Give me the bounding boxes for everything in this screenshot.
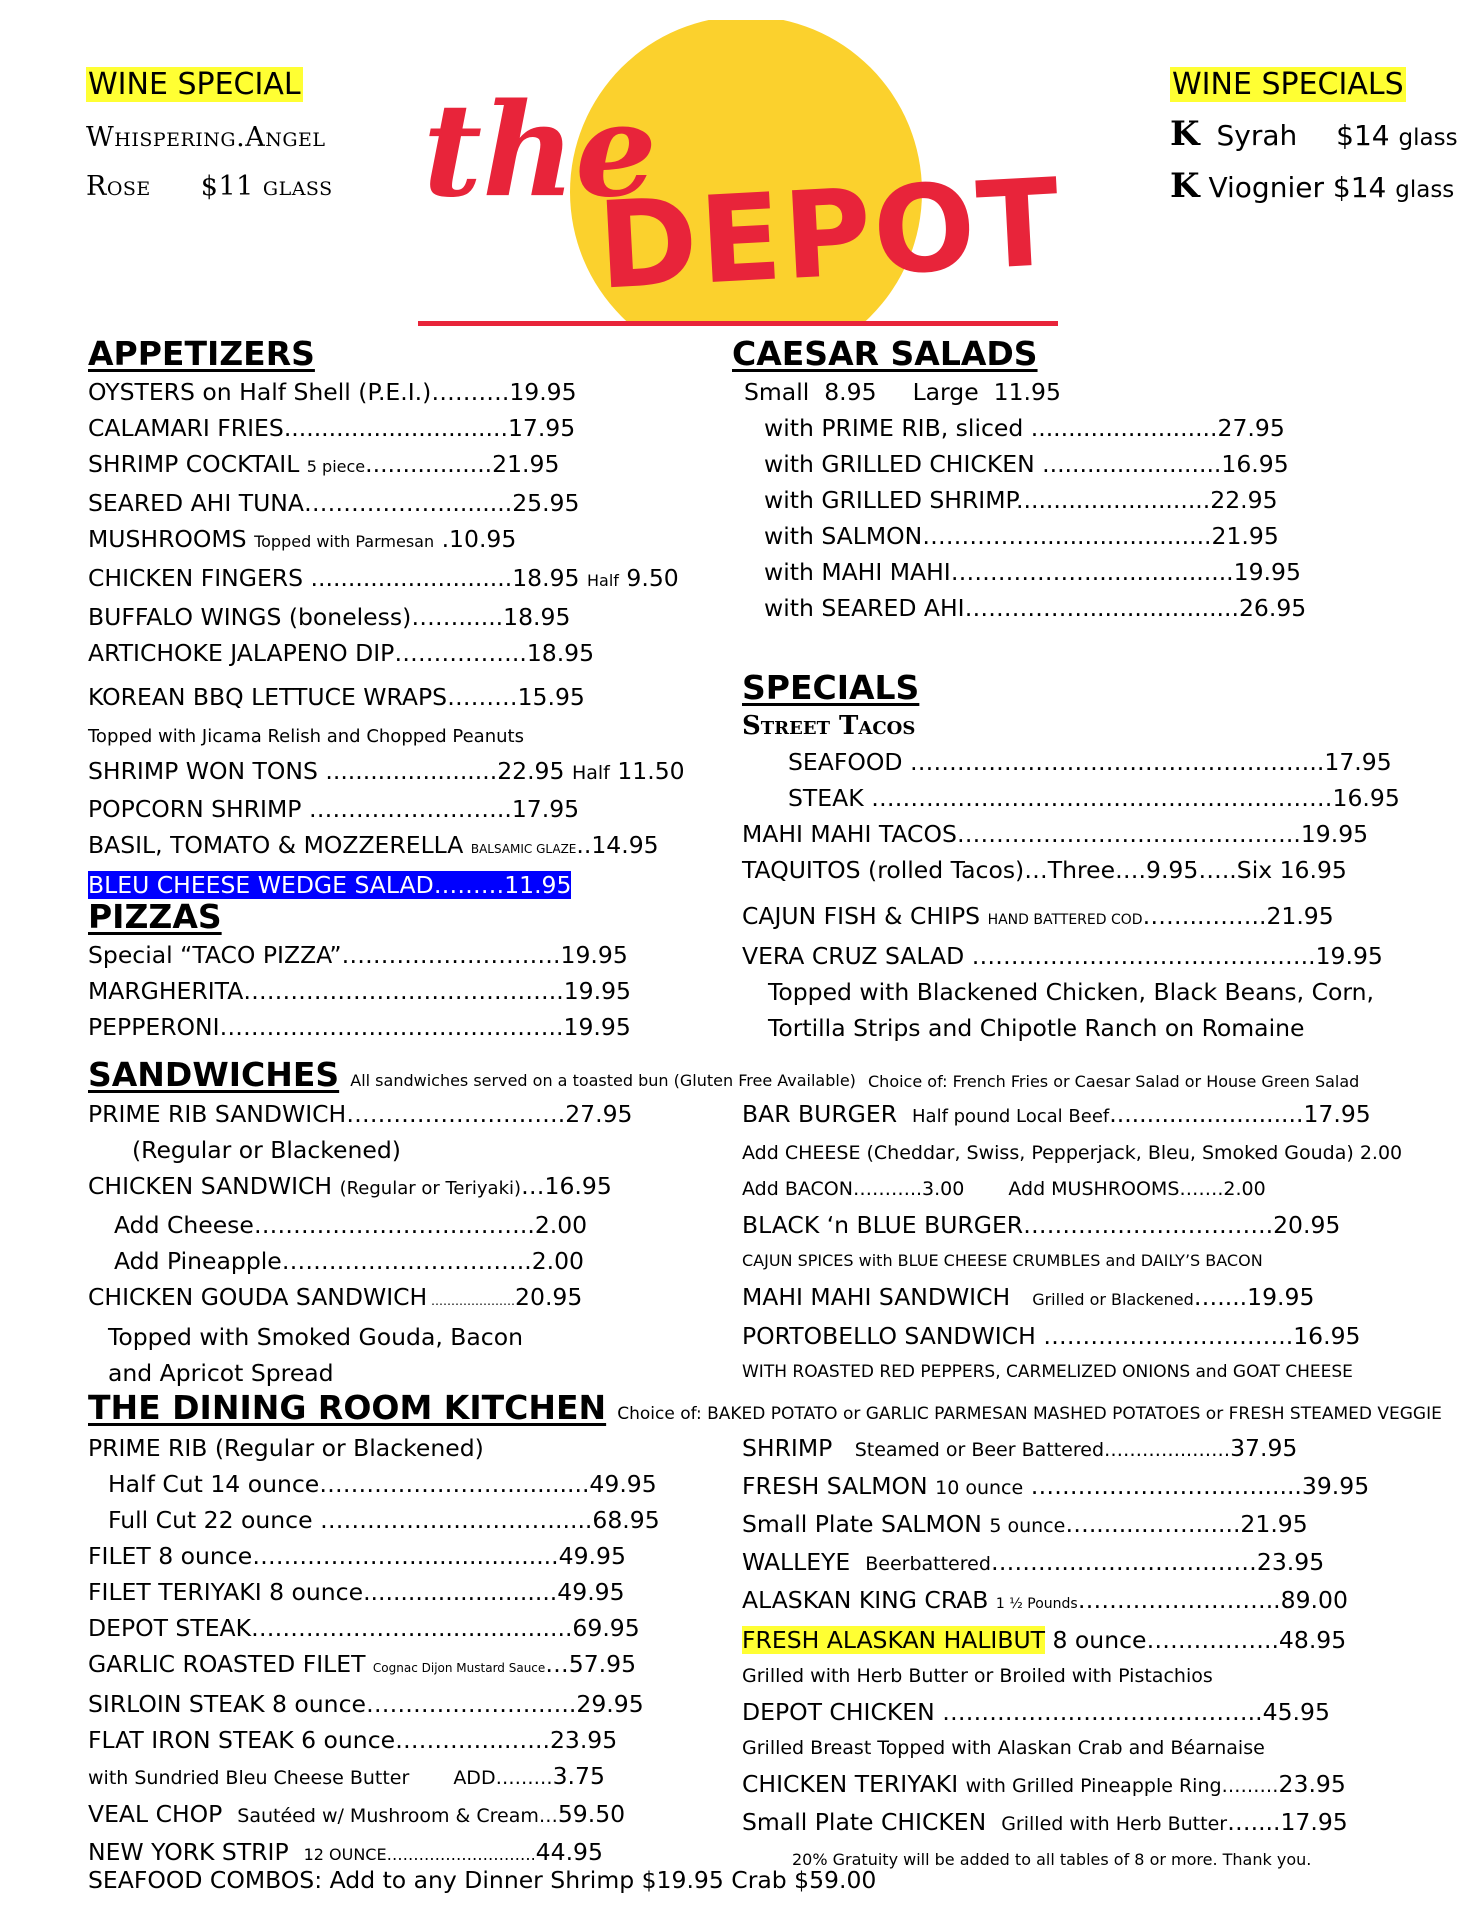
specials-section bbox=[742, 668, 1400, 1046]
sandwiches-right bbox=[742, 1096, 1402, 1390]
gratuity-note: 20% Gratuity will be added to all tables of 8 or more. Thank you. bbox=[792, 1850, 1312, 1869]
halibut-highlight: FRESH ALASKAN HALIBUT bbox=[742, 1626, 1046, 1654]
menu-item: Half Cut 14 ounce……………………...........49.95 bbox=[108, 1470, 657, 1498]
sandwiches-header bbox=[88, 1055, 856, 1095]
menu-item: STEAK ……………..……………………………………16.95 bbox=[788, 784, 1400, 812]
menu-item: with Sundried Bleu Cheese Butter ADD………3.75 bbox=[88, 1762, 605, 1790]
menu-item: FILET 8 ounce…………………...................49.95 bbox=[88, 1542, 626, 1570]
sandwiches-title: SANDWICHES bbox=[88, 1055, 340, 1094]
menu-item: WALLEYE Beerbattered……….……………………23.95 bbox=[742, 1548, 1325, 1576]
porto-note: WITH ROASTED RED PEPPERS, CARMELIZED ONIONS and GOAT CHEESE bbox=[742, 1362, 1353, 1382]
wine-item-syrah: K Syrah $14 glass bbox=[1170, 114, 1458, 154]
menu-item: Small Plate SALMON 5 ounce…........……......21.95 bbox=[742, 1510, 1308, 1538]
menu-item: SHRIMP Steamed or Beer Battered…………..……37.95 bbox=[742, 1434, 1298, 1462]
prime-sub: (Regular or Blackened) bbox=[132, 1136, 401, 1164]
menu-item: MAHI MAHI TACOS……………………………………..19.95 bbox=[742, 820, 1369, 848]
korean-note: Topped with Jicama Relish and Chopped Peanuts bbox=[88, 726, 524, 747]
menu-item: POPCORN SHRIMP ……………………..17.95 bbox=[88, 795, 580, 823]
menu-item: CAJUN FISH & CHIPS HAND BATTERED COD……..……..21.95 bbox=[742, 902, 1334, 930]
wine-line-2: Rose $11 glass bbox=[86, 171, 333, 202]
seafood-combos: SEAFOOD COMBOS: Add to any Dinner Shrimp $19.95 Crab $59.00 bbox=[88, 1866, 877, 1894]
black-note: CAJUN SPICES with BLUE CHEESE CRUMBLES and DAILY’S BACON bbox=[742, 1251, 1263, 1270]
menu-item: SHRIMP COCKTAIL 5 piece.................21.95 bbox=[88, 450, 560, 478]
menu-item: FILET TERIYAKI 8 ounce..........................49.95 bbox=[88, 1578, 625, 1606]
menu-item: BUFFALO WINGS (boneless)……......18.95 bbox=[88, 603, 571, 631]
wine-specials-heading: WINE SPECIALS bbox=[1172, 67, 1404, 102]
menu-item: CHICKEN SANDWICH (Regular or Teriyaki)…16.95 bbox=[88, 1172, 612, 1200]
menu-item: SHRIMP WON TONS .......................22.95 Half 11.50 bbox=[88, 757, 685, 785]
menu-item: BAR BURGER Half pound Local Beef..........................17.95 bbox=[742, 1100, 1371, 1128]
menu-item: VEAL CHOP Sautéed w/ Mushroom & Cream…59.50 bbox=[88, 1800, 626, 1828]
menu-item: PRIME RIB SANDWICH……………………….27.95 bbox=[88, 1100, 633, 1128]
wine-special-heading: WINE SPECIAL bbox=[88, 67, 301, 102]
sandwiches-left bbox=[88, 1096, 633, 1391]
add-bacon-mushrooms: Add BACON………..3.00 Add MUSHROOMS…….2.00 bbox=[742, 1178, 1266, 1200]
menu-item: OYSTERS on Half Shell (P.E.I.)……….19.95 bbox=[88, 378, 577, 406]
menu-item: MARGHERITA…………………………………..19.95 bbox=[88, 977, 632, 1005]
dining-header bbox=[88, 1388, 1442, 1428]
menu-item: SIRLOIN STEAK 8 ounce………………….…..29.95 bbox=[88, 1690, 644, 1718]
wine-special-left bbox=[86, 66, 333, 202]
menu-item: MUSHROOMS Topped with Parmesan .10.95 bbox=[88, 525, 517, 553]
menu-item: VERA CRUZ SALAD ……………………………………..19.95 bbox=[742, 942, 1383, 970]
wine-specials-right bbox=[1170, 66, 1458, 206]
menu-item: PORTOBELLO SANDWICH …………………………..16.95 bbox=[742, 1322, 1361, 1350]
menu-item: Add Cheese……………………….……..2.00 bbox=[114, 1211, 588, 1239]
menu-item: CHICKEN GOUDA SANDWICH …………………20.95 bbox=[88, 1283, 583, 1311]
depot-chicken-note: Grilled Breast Topped with Alaskan Crab and Béarnaise bbox=[742, 1737, 1265, 1759]
appetizers-title: APPETIZERS bbox=[88, 334, 315, 373]
menu-item: ALASKAN KING CRAB 1 ½ Pounds……………………..89.00 bbox=[742, 1586, 1348, 1614]
menu-item: DEPOT CHICKEN …………………………………..45.95 bbox=[742, 1698, 1330, 1726]
menu-item: Small Plate CHICKEN Grilled with Herb Butter…....17.95 bbox=[742, 1808, 1348, 1836]
menu-item: CHICKEN TERIYAKI with Grilled Pineapple Ring………23.95 bbox=[742, 1770, 1346, 1798]
depot-logo bbox=[418, 20, 1058, 330]
menu-item: FRESH ALASKAN HALIBUT 8 ounce……………..48.95 bbox=[742, 1626, 1347, 1654]
caesar-sizes: Small 8.95 Large 11.95 bbox=[744, 378, 1061, 406]
menu-item: MAHI MAHI SANDWICH Grilled or Blackened…....19.95 bbox=[742, 1283, 1315, 1311]
halibut-note: Grilled with Herb Butter or Broiled with Pistachios bbox=[742, 1665, 1213, 1687]
menu-item: with GRILLED CHICKEN ........................16.95 bbox=[764, 450, 1289, 478]
menu-item: Full Cut 22 ounce ………………………….....68.95 bbox=[108, 1506, 660, 1534]
bleu-cheese-wedge: BLEU CHEESE WEDGE SALAD………11.95 bbox=[88, 871, 572, 899]
menu-item: SEARED AHI TUNA……………….........25.95 bbox=[88, 489, 580, 517]
menu-item: PRIME RIB (Regular or Blackened) bbox=[88, 1434, 484, 1462]
sandwiches-note: All sandwiches served on a toasted bun (Gluten Free Available) bbox=[350, 1071, 856, 1090]
menu-item: with MAHI MAHI………………...................19.95 bbox=[764, 558, 1301, 586]
dining-title: THE DINING ROOM KITCHEN bbox=[88, 1388, 607, 1427]
logo-underline bbox=[418, 321, 1058, 326]
menu-item: FRESH SALMON 10 ounce ……………………..…......39.95 bbox=[742, 1472, 1370, 1500]
menu-item: Special “TACO PIZZA”……………………….19.95 bbox=[88, 941, 628, 969]
menu-item: ARTICHOKE JALAPENO DIP……………..18.95 bbox=[88, 639, 595, 667]
menu-item: with GRILLED SHRIMP..........................22.95 bbox=[764, 486, 1278, 514]
vera-note-2: Tortilla Strips and Chipotle Ranch on Romaine bbox=[768, 1014, 1305, 1042]
menu-item: NEW YORK STRIP 12 OUNCE……………………….44.95 bbox=[88, 1838, 603, 1866]
menu-item: CALAMARI FRIES..............................17.95 bbox=[88, 414, 576, 442]
menu-item: CHICKEN FINGERS ...........................18.95 Half 9.50 bbox=[88, 564, 679, 592]
logo-word-depot: DEPOT bbox=[594, 153, 1058, 317]
caesar-section bbox=[732, 334, 1306, 626]
vera-note-1: Topped with Blackened Chicken, Black Beans, Corn, bbox=[768, 978, 1375, 1006]
menu-item: with SEARED AHI…………….....................26.95 bbox=[764, 594, 1307, 622]
taquitos: TAQUITOS (rolled Tacos)…Three….9.95…..Six 16.95 bbox=[742, 856, 1347, 884]
gouda-note-1: Topped with Smoked Gouda, Bacon bbox=[108, 1323, 524, 1351]
gouda-note-2: and Apricot Spread bbox=[108, 1359, 334, 1387]
street-tacos-heading: Street Tacos bbox=[742, 711, 916, 741]
menu-item: with SALMON…………….......................21.95 bbox=[764, 522, 1279, 550]
menu-item: PEPPERONI……………………………………..19.95 bbox=[88, 1013, 631, 1041]
add-cheese-line: Add CHEESE (Cheddar, Swiss, Pepperjack, Bleu, Smoked Gouda) 2.00 bbox=[742, 1142, 1403, 1164]
menu-item: DEPOT STEAK………………….....................69.95 bbox=[88, 1614, 640, 1642]
dining-right bbox=[742, 1430, 1369, 1878]
menu-item: FLAT IRON STEAK 6 ounce…………...…..23.95 bbox=[88, 1726, 618, 1754]
menu-item: BASIL, TOMATO & MOZZERELLA BALSAMIC GLAZE..14.95 bbox=[88, 831, 659, 859]
menu-item: SEAFOOD ……………………………………………..17.95 bbox=[788, 748, 1392, 776]
pizzas-section bbox=[88, 897, 631, 1045]
appetizers-section bbox=[88, 334, 685, 903]
menu-item: Add Pineapple…………………………..2.00 bbox=[114, 1247, 585, 1275]
menu-item: KOREAN BBQ LETTUCE WRAPS………15.95 bbox=[88, 683, 585, 711]
menu-item: with PRIME RIB, sliced .........................27.95 bbox=[764, 414, 1285, 442]
logo-graphic bbox=[418, 20, 1058, 330]
dining-note: Choice of: BAKED POTATO or GARLIC PARMESAN MASHED POTATOES or FRESH STEAMED VEGGIE bbox=[617, 1404, 1442, 1424]
wine-line-1: Whispering.Angel bbox=[86, 122, 326, 153]
wine-item-viognier: K Viognier $14 glass bbox=[1170, 166, 1455, 206]
logo-word-the: the bbox=[423, 76, 657, 226]
pizzas-title: PIZZAS bbox=[88, 897, 222, 936]
dining-left bbox=[88, 1430, 660, 1873]
specials-title: SPECIALS bbox=[742, 668, 920, 707]
menu-item: GARLIC ROASTED FILET Cognac Dijon Mustard Sauce…57.95 bbox=[88, 1650, 637, 1678]
sandwiches-choice: Choice of: French Fries or Caesar Salad or House Green Salad bbox=[868, 1072, 1360, 1091]
caesar-title: CAESAR SALADS bbox=[732, 334, 1038, 373]
menu-item: BLACK ‘n BLUE BURGER…………………………..20.95 bbox=[742, 1211, 1341, 1239]
